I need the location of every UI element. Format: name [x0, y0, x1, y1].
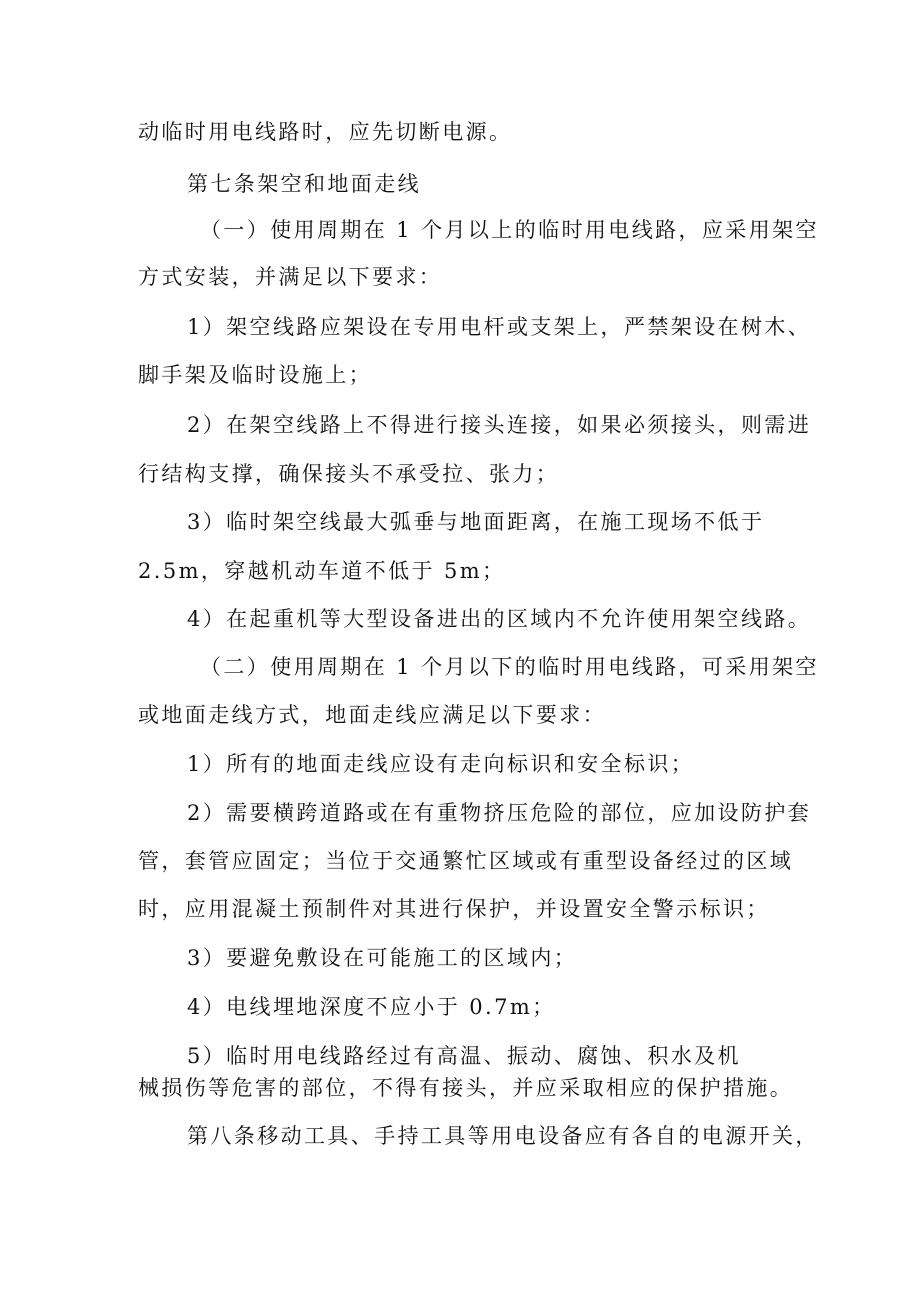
text-line: （二）使用周期在 1 个月以下的临时用电线路，可采用架空	[200, 655, 819, 679]
text-line: 动临时用电线路时，应先切断电源。	[138, 120, 513, 144]
text-line: 1）所有的地面走线应设有走向标识和安全标识；	[187, 752, 695, 776]
text-line: 方式安装，并满足以下要求：	[138, 265, 443, 289]
text-line: 或地面走线方式，地面走线应满足以下要求：	[138, 703, 606, 727]
text-line: 时，应用混凝土预制件对其进行保护，并设置安全警示标识；	[138, 897, 770, 921]
text-line: 脚手架及临时设施上；	[138, 363, 372, 387]
text-line: 管，套管应固定；当位于交通繁忙区域或有重型设备经过的区域	[138, 849, 794, 873]
text-line: 2）在架空线路上不得进行接头连接，如果必须接头，则需进	[187, 413, 812, 437]
text-line: （一）使用周期在 1 个月以上的临时用电线路，应采用架空	[200, 218, 819, 242]
text-line: 1）架空线路应架设在专用电杆或支架上，严禁架设在树木、	[187, 315, 812, 339]
text-line: 2）需要横跨道路或在有重物挤压危险的部位，应加设防护套	[187, 801, 812, 825]
text-line: 3）临时架空线最大弧垂与地面距离，在施工现场不低于	[187, 510, 765, 534]
text-line: 4）电线埋地深度不应小于 0.7m；	[187, 995, 556, 1019]
article-heading: 第八条移动工具、手持工具等用电设备应有各自的电源开关，	[187, 1124, 819, 1148]
text-line: 械损伤等危害的部位，不得有接头，并应采取相应的保护措施。	[138, 1076, 794, 1100]
article-heading: 第七条架空和地面走线	[187, 172, 421, 196]
text-line: 3）要避免敷设在可能施工的区域内；	[187, 946, 578, 970]
text-line: 5）临时用电线路经过有高温、振动、腐蚀、积水及机	[187, 1044, 741, 1068]
text-line: 4）在起重机等大型设备进出的区域内不允许使用架空线路。	[187, 607, 812, 631]
text-line: 2.5m，穿越机动车道不低于 5m；	[138, 559, 506, 583]
text-line: 行结构支撑，确保接头不承受拉、张力；	[138, 462, 560, 486]
